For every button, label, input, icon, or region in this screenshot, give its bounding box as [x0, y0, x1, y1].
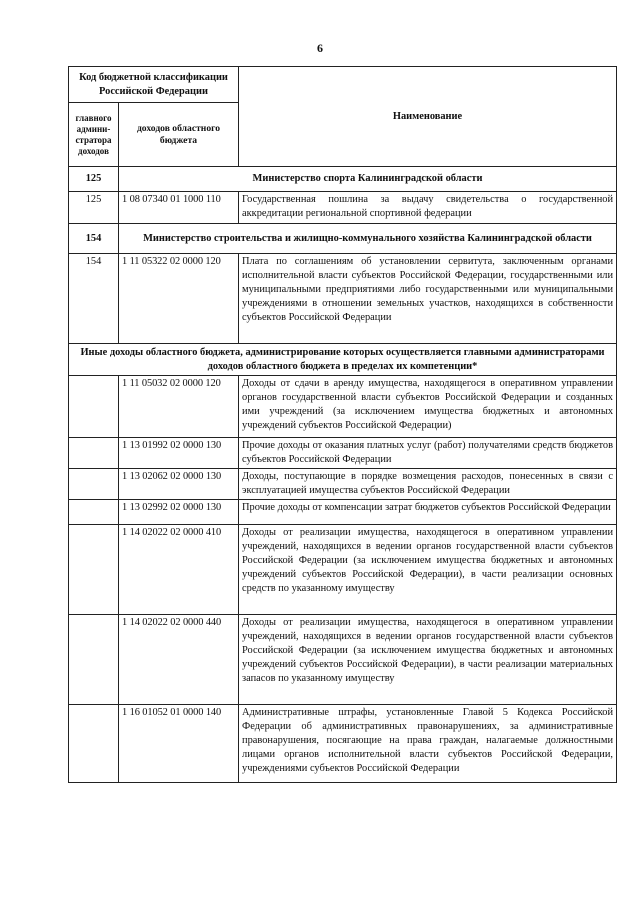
table-row	[69, 615, 617, 705]
income-code-cell: 1 13 02062 02 0000 130	[119, 469, 239, 500]
section-title: Министерство строительства и жилищно-коммунального хозяйства Калининградской области	[119, 224, 617, 254]
admin-code-cell	[69, 376, 119, 438]
section-admin-code: 125	[69, 167, 119, 192]
admin-code-cell: 154	[69, 254, 119, 344]
budget-classification-table	[68, 66, 617, 783]
code-group-header: Код бюджетной классификации Российской Федерации	[69, 67, 239, 103]
income-name-cell: Административные штрафы, установленные Главой 5 Кодекса Российской Федерации об административных правонарушениях, за административные правонарушения, посягающие на права граждан, налагаемые должностными лицами органов исполнительной власти субъектов Российской Федерации, учреждениями субъектов Российской Федерации	[239, 705, 617, 783]
table-row	[69, 254, 617, 344]
admin-code-cell	[69, 469, 119, 500]
header-row-top	[69, 67, 617, 103]
income-code-cell: 1 08 07340 01 1000 110	[119, 192, 239, 224]
income-name-cell: Государственная пошлина за выдачу свидетельства о государственной аккредитации региональной спортивной федерации	[239, 192, 617, 224]
income-code-cell: 1 11 05322 02 0000 120	[119, 254, 239, 344]
section-title: Иные доходы областного бюджета, администрирование которых осуществляется главными администраторами доходов областного бюджета в пределах их компетенции*	[69, 344, 617, 376]
admin-code-cell	[69, 525, 119, 615]
table-row	[69, 438, 617, 469]
admin-code-cell	[69, 705, 119, 783]
admin-column-header: главного админи-стратора доходов	[69, 103, 119, 167]
section-admin-code: 154	[69, 224, 119, 254]
income-name-cell: Прочие доходы от компенсации затрат бюджетов субъектов Российской Федерации	[239, 500, 617, 525]
income-name-cell: Доходы от сдачи в аренду имущества, находящегося в оперативном управлении органов государственной власти субъектов Российской Федерации и созданных ими учреждений (за исключением имущества бюджетных и автономных учреждений субъектов Российской Федерации)	[239, 376, 617, 438]
section-row	[69, 224, 617, 254]
admin-code-cell: 125	[69, 192, 119, 224]
table-row	[69, 705, 617, 783]
income-code-cell: 1 13 01992 02 0000 130	[119, 438, 239, 469]
name-column-header: Наименование	[239, 67, 617, 167]
income-code-cell: 1 11 05032 02 0000 120	[119, 376, 239, 438]
income-name-cell: Плата по соглашениям об установлении сервитута, заключенным органами исполнительной власти субъектов Российской Федерации, государственными или муниципальными предприятиями либо государственными или муниципальными учреждениями в отношении земельных участков, находящихся в собственности субъектов Российской Федерации	[239, 254, 617, 344]
income-code-cell: 1 14 02022 02 0000 440	[119, 615, 239, 705]
table-row	[69, 525, 617, 615]
income-name-cell: Доходы от реализации имущества, находящегося в оперативном управлении учреждений, находящихся в ведении органов государственной власти субъектов Российской Федерации (за исключением имущества бюджетных и автономных учреждений субъектов Российской Федерации), в части реализации основных средств по указанному имуществу	[239, 525, 617, 615]
income-name-cell: Доходы, поступающие в порядке возмещения расходов, понесенных в связи с эксплуатацией имущества субъектов Российской Федерации	[239, 469, 617, 500]
table-row	[69, 500, 617, 525]
income-column-header: доходов областного бюджета	[119, 103, 239, 167]
income-code-cell: 1 16 01052 01 0000 140	[119, 705, 239, 783]
admin-code-cell	[69, 500, 119, 525]
table-row	[69, 469, 617, 500]
income-name-cell: Доходы от реализации имущества, находящегося в оперативном управлении учреждений, находящихся в ведении органов государственной власти субъектов Российской Федерации (за исключением имущества бюджетных и автономных учреждений субъектов Российской Федерации), в части реализации материальных запасов по указанному имуществу	[239, 615, 617, 705]
page-number: 6	[317, 41, 323, 55]
section-title: Министерство спорта Калининградской области	[119, 167, 617, 192]
income-code-cell: 1 14 02022 02 0000 410	[119, 525, 239, 615]
income-name-cell: Прочие доходы от оказания платных услуг (работ) получателями средств бюджетов субъектов Российской Федерации	[239, 438, 617, 469]
table-row	[69, 192, 617, 224]
admin-code-cell	[69, 438, 119, 469]
section-row	[69, 344, 617, 376]
admin-code-cell	[69, 615, 119, 705]
table-row	[69, 376, 617, 438]
income-code-cell: 1 13 02992 02 0000 130	[119, 500, 239, 525]
section-row	[69, 167, 617, 192]
